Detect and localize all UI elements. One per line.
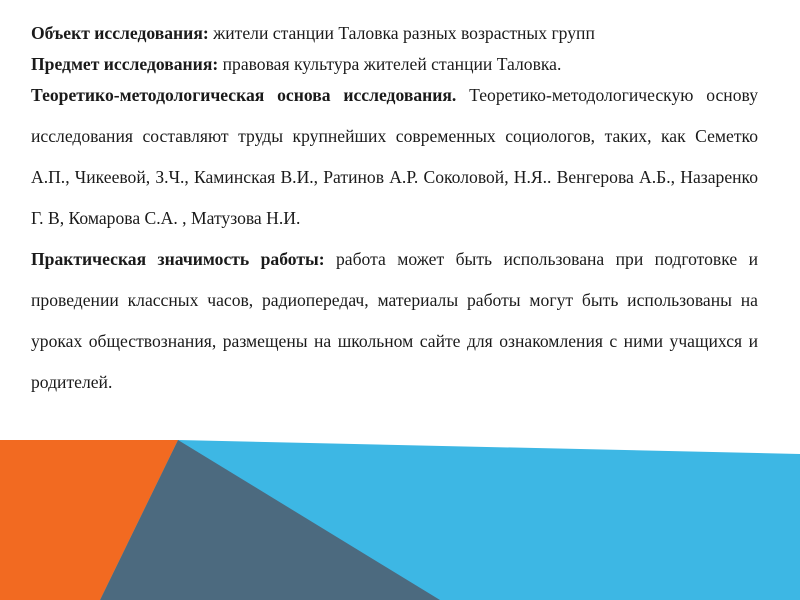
methodological-basis-text: Теоретико-методологическую основу исследования составляют труды крупнейших современных социологов, таких, как Семетко А.П., Чикеевой, З.Ч., Каминская В.И., Ратинов А.Р. Соколовой, Н.Я.. Венгерова А.Б., Назаренко Г. В, Комарова С.А. , Матузова Н.И. [31, 85, 758, 228]
slide-text-body [31, 18, 758, 403]
methodological-basis-paragraph [31, 75, 758, 239]
research-object-paragraph [31, 18, 758, 49]
methodological-basis-label: Теоретико-методологическая основа исследования. [31, 85, 457, 105]
research-object-label: Объект исследования: [31, 23, 209, 43]
research-subject-text: правовая культура жителей станции Таловка. [218, 54, 562, 74]
research-subject-label: Предмет исследования: [31, 54, 219, 74]
practical-significance-paragraph [31, 239, 758, 403]
decorative-footer [0, 440, 800, 600]
research-object-text: жители станции Таловка разных возрастных групп [208, 23, 595, 43]
practical-significance-text: работа может быть использована при подготовке и проведении классных часов, радиопередач, материалы работы могут быть использованы на уроках обществознания, размещены на школьном сайте для ознакомления с ними учащихся и родителей. [31, 249, 758, 392]
practical-significance-label: Практическая значимость работы: [31, 249, 325, 269]
